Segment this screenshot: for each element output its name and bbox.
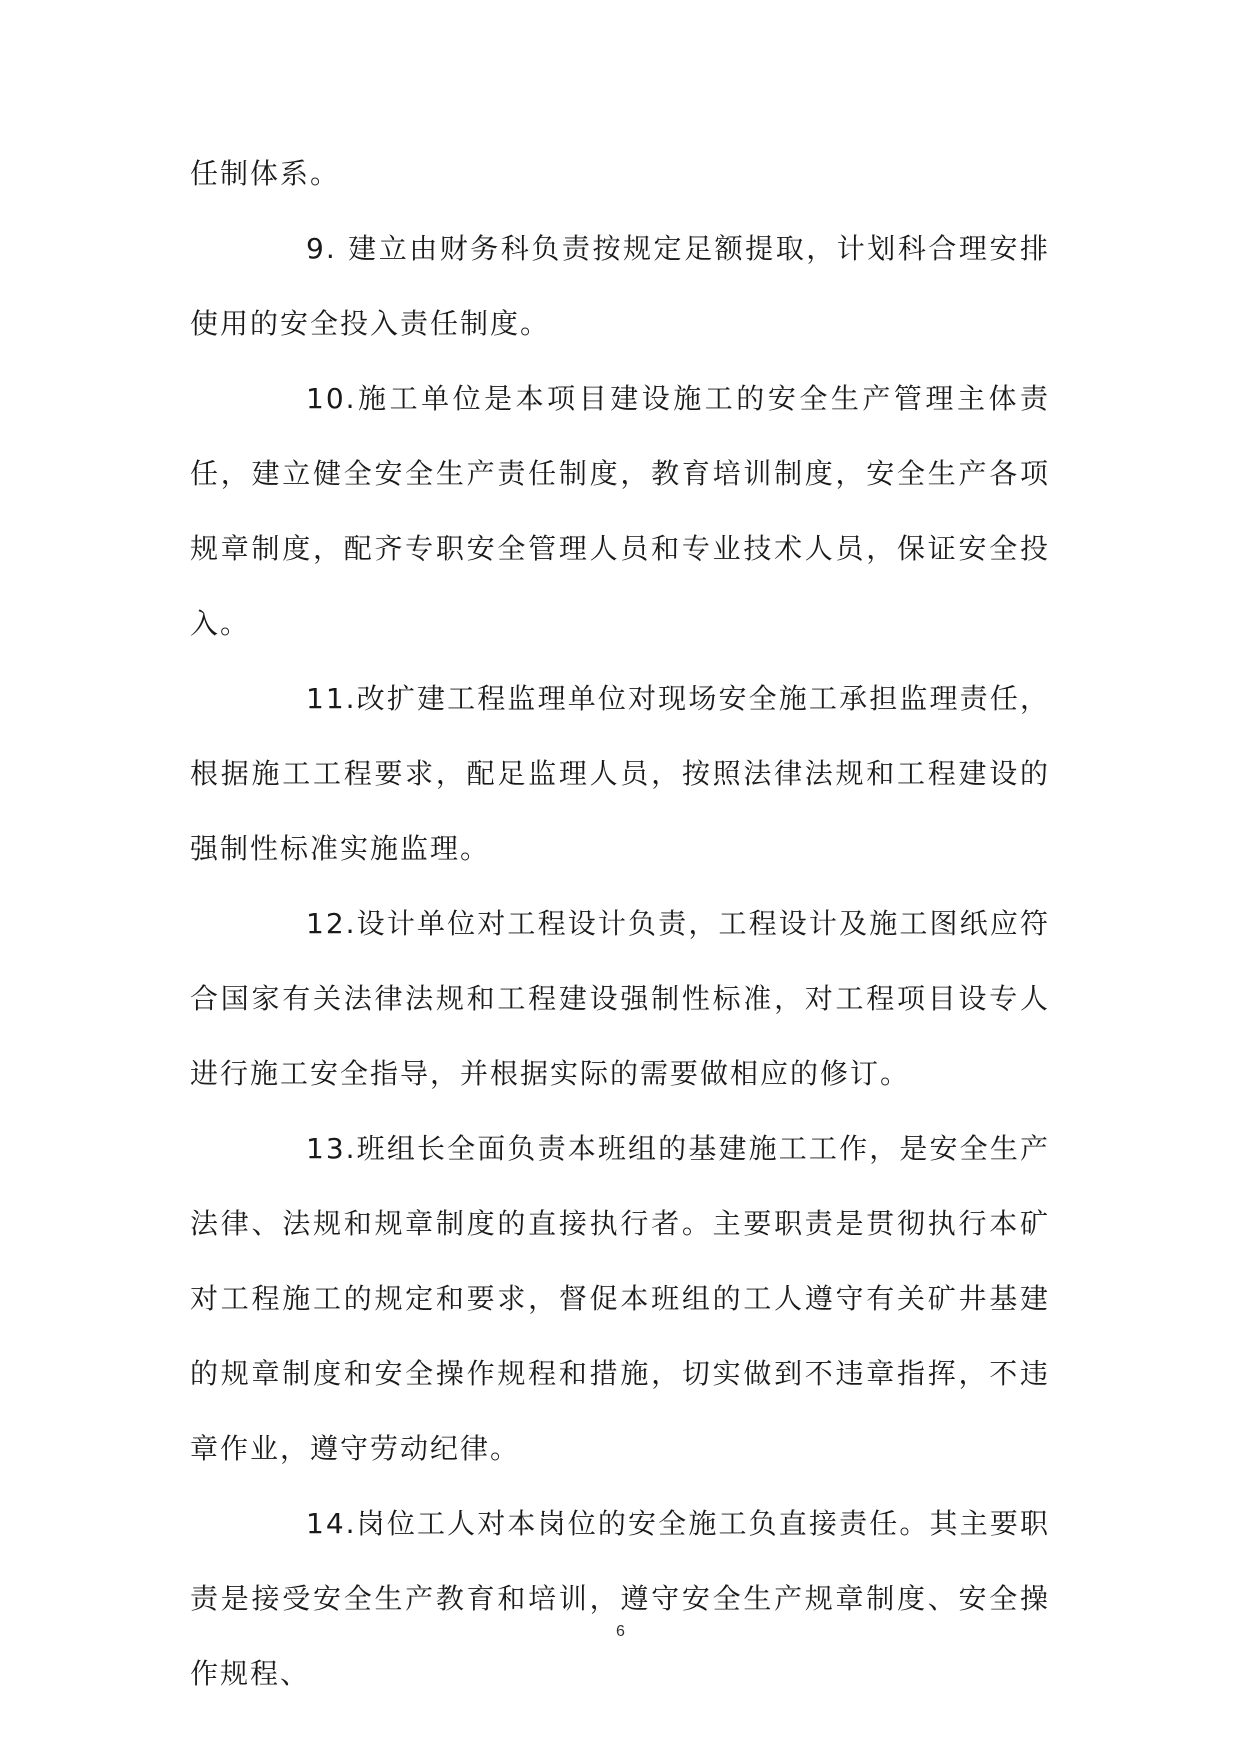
page-number: 6 [616,1623,625,1640]
paragraph-item-12: 12.设计单位对工程设计负责，工程设计及施工图纸应符合国家有关法律法规和工程建设强制性标准，对工程项目设专人进行施工安全指导，并根据实际的需要做相应的修订。 [190,907,1050,1090]
paragraph-item-9: 9. 建立由财务科负责按规定足额提取，计划科合理安排使用的安全投入责任制度。 [190,232,1050,340]
document-body [190,136,1050,1711]
paragraph-item-10: 10.施工单位是本项目建设施工的安全生产管理主体责任，建立健全安全生产责任制度，教育培训制度，安全生产各项规章制度，配齐专职安全管理人员和专业技术人员，保证安全投入。 [190,382,1050,640]
paragraph-item-13: 13.班组长全面负责本班组的基建施工工作，是安全生产法律、法规和规章制度的直接执行者。主要职责是贯彻执行本矿对工程施工的规定和要求，督促本班组的工人遵守有关矿井基建的规章制度和安全操作规程和措施，切实做到不违章指挥，不违章作业，遵守劳动纪律。 [190,1132,1050,1465]
paragraph-item-14: 14.岗位工人对本岗位的安全施工负直接责任。其主要职责是接受安全生产教育和培训，遵守安全生产规章制度、安全操作规程、 [190,1507,1050,1690]
paragraph-item-11: 11.改扩建工程监理单位对现场安全施工承担监理责任，根据施工工程要求，配足监理人员，按照法律法规和工程建设的强制性标准实施监理。 [190,682,1050,865]
paragraph-continuation: 任制体系。 [190,157,341,190]
